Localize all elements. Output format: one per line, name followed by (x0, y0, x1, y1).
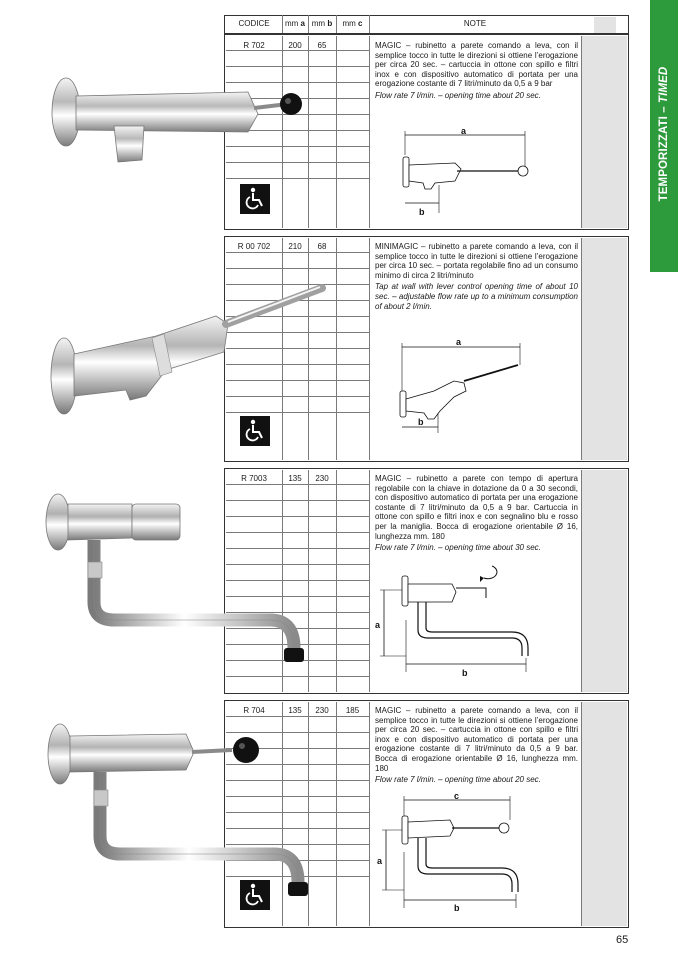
row3-a: 135 (288, 474, 302, 483)
row3-dimension-diagram (372, 560, 532, 682)
row2-code: R 00 702 (237, 242, 271, 251)
row4-dim-c: c (454, 791, 460, 801)
row4-b: 230 (315, 706, 329, 715)
row3-note: MAGIC – rubinetto a parete con tempo di apertura regolabile con la chiave in dotazione da 0 a 30 secondi, con dispositivo automatico di portata per una erogazione costante di 7 litri/minuto da 0,5 a 9 bar. Cartuccia in ottone con spillo e filtri inox e con segnalino blu e rosso per la maniglia. Bocca di erogazione orientabile Ø 16, lunghezza mm. 180 Flow rate 7 l/min. – opening time about 30 sec. (375, 474, 578, 553)
product-image-r702 (48, 74, 306, 170)
header-note: NOTE (463, 19, 487, 28)
row2-b: 68 (317, 242, 327, 251)
row3-code: R 7003 (241, 474, 267, 483)
header-code: CODICE (226, 15, 283, 33)
row4-dim-b: b (454, 903, 460, 913)
row3-b: 230 (315, 474, 329, 483)
row4-dimension-diagram (374, 790, 530, 914)
row4-gray-col (581, 702, 627, 926)
row3-dim-b: b (462, 668, 468, 678)
wheelchair-icon (240, 416, 270, 446)
row3-dim-a: a (375, 620, 381, 630)
row1-b: 65 (317, 41, 327, 50)
row4-a: 135 (288, 706, 302, 715)
wheelchair-icon (240, 880, 270, 910)
wheelchair-icon (240, 184, 270, 214)
row4-c: 185 (345, 706, 360, 715)
section-side-tab (650, 0, 678, 272)
row1-dimension-diagram (395, 125, 535, 220)
row2-dimension-diagram (394, 335, 529, 435)
row2-a: 210 (288, 242, 302, 251)
row2-gray-col (581, 238, 627, 460)
row2-dim-b: b (418, 417, 424, 427)
header-mm-a: mm a (282, 15, 309, 33)
row4-note: MAGIC – rubinetto a parete comando a leva, con il semplice tocco in tutte le direzioni si ottiene l’erogazione per circa 20 sec. – cartuccia in ottone con spillo e filtri inox e con dispositivo automatico di portata per una erogazione costante di 7 litri/minuto da 0,5 a 9 bar. Bocca di erogazione orientabile Ø 16, lunghezza mm. 180 Flow rate 7 l/min. – opening time about 20 sec. (375, 706, 578, 785)
row1-code: R 702 (243, 41, 265, 50)
row1-note: MAGIC – rubinetto a parete comando a leva, con il semplice tocco in tutte le direzioni si ottiene l’erogazione per circa 20 sec. – cartuccia in ottone con spillo e filtri inox e con dispositivo automatico di portata per una erogazione costante di 7 litri/minuto da 0,5 a 9 bar Flow rate 7 l/min. – opening time about 20 sec. (375, 41, 578, 100)
product-image-r00702 (46, 280, 336, 420)
header-gray-col (594, 17, 616, 33)
row2-note: MINIMAGIC – rubinetto a parete comando a leva, con il semplice tocco in tutte le direzioni si ottiene l’erogazione per circa 10 sec. – portata regolabile fino ad un consumo minimo di circa 2 litri/minuto Tap at wall with lever control opening time of about 10 sec. – adjustable flow rate up to a minimum consumption of about 2 l/min. (375, 242, 578, 311)
page-number: 65 (616, 934, 629, 946)
header-mm-b: mm b (308, 15, 337, 33)
row4-code: R 704 (243, 706, 265, 715)
row3-gray-col (581, 470, 627, 692)
row1-a: 200 (288, 41, 302, 50)
row1-gray-col (581, 36, 627, 228)
section-label: TEMPORIZZATI – TIMED (658, 66, 670, 202)
header-mm-c: mm c (336, 15, 370, 33)
row4-dim-a: a (377, 856, 383, 866)
product-image-r7003 (44, 490, 306, 672)
row2-dim-a: a (456, 337, 462, 347)
product-image-r704 (46, 722, 314, 906)
row1-dim-a: a (461, 126, 467, 136)
row1-dim-b: b (419, 207, 425, 217)
